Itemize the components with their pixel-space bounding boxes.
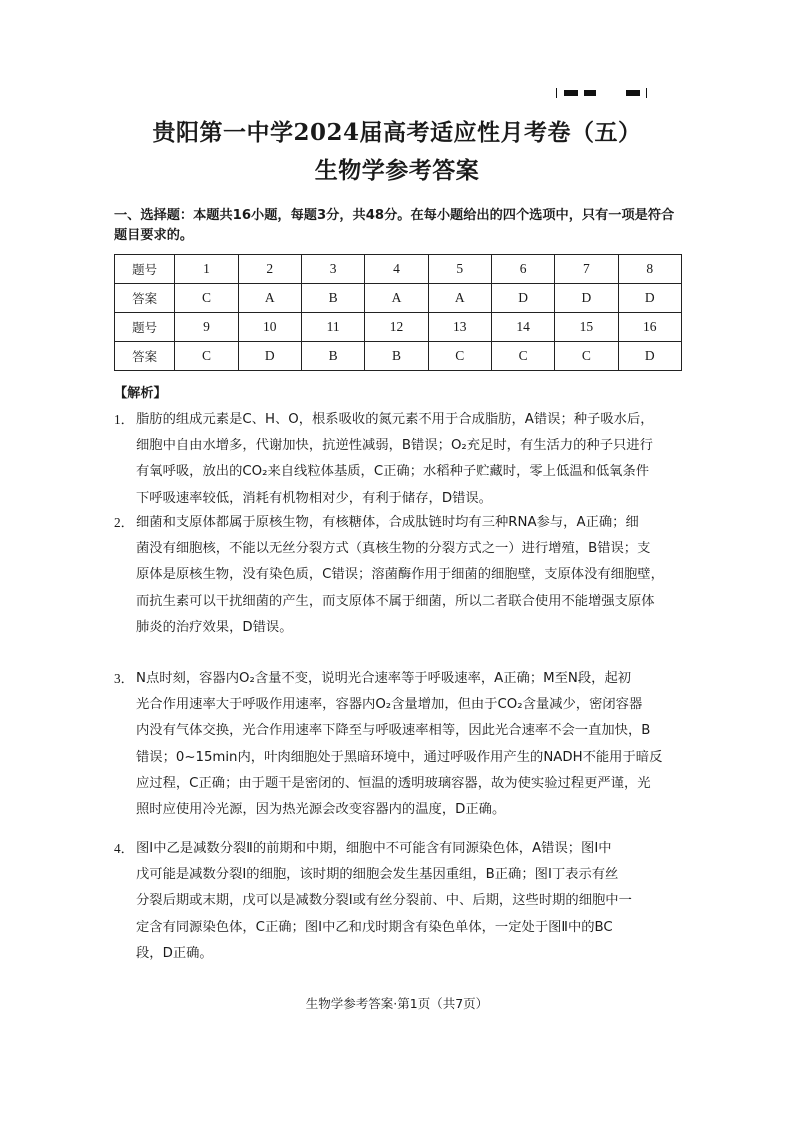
item-text-line: 脂肪的组成元素是C、H、O，根系吸收的氮元素不用于合成脂肪，A错误；种子吸水后，	[136, 412, 654, 427]
answer-table	[114, 254, 682, 371]
item-text-line: 定含有同源染色体，C正确；图Ⅰ中乙和戊时期含有染色单体，一定处于图Ⅱ中的BC	[136, 919, 613, 935]
table-cell: A	[428, 284, 491, 313]
row-header-cell: 答案	[115, 284, 175, 313]
table-cell: 15	[555, 313, 618, 342]
answer-title: 生物学参考答案	[314, 157, 480, 184]
section-heading: 一、选择题：本题共16小题，每题3分，共48分。在每小题给出的四个选项中，只有一项是符合题目要求的。	[114, 208, 675, 243]
table-cell: D	[491, 284, 554, 313]
item-number: 1．	[114, 412, 134, 427]
table-cell: B	[301, 284, 364, 313]
table-cell: 8	[618, 255, 681, 284]
item-number: 3．	[114, 671, 134, 686]
table-cell: 9	[175, 313, 238, 342]
table-cell: 3	[301, 255, 364, 284]
analysis-label: 【解析】	[114, 386, 167, 401]
table-cell: A	[238, 284, 301, 313]
table-cell: A	[365, 284, 428, 313]
item-text-line: 下呼吸速率较低，消耗有机物相对少，有利于储存，D错误。	[136, 490, 492, 506]
table-cell: D	[618, 342, 681, 371]
page-footer: 生物学参考答案·第1页（共7页）	[305, 996, 489, 1011]
analysis-item	[114, 510, 686, 641]
table-row	[115, 255, 682, 284]
item-text-line: 应过程，C正确；由于题干是密闭的、恒温的透明玻璃容器，故为使实验过程更严谨，光	[136, 775, 651, 791]
table-cell: 14	[491, 313, 554, 342]
item-text-line: N点时刻，容器内O₂含量不变，说明光合速率等于呼吸速率，A正确；M至N段，起初	[136, 671, 632, 686]
item-text-line: 细菌和支原体都属于原核生物，有核糖体，合成肽链时均有三种RNA参与，A正确；细	[136, 515, 639, 530]
analysis-item	[114, 836, 686, 967]
table-cell: 10	[238, 313, 301, 342]
item-number: 2．	[114, 515, 134, 530]
table-cell: C	[555, 342, 618, 371]
table-cell: C	[175, 284, 238, 313]
table-cell: B	[301, 342, 364, 371]
item-text-line: 内没有气体交换，光合作用速率下降至与呼吸速率相等，因此光合速率不会一直加快，B	[136, 723, 651, 739]
row-header-cell: 答案	[115, 342, 175, 371]
table-cell: 2	[238, 255, 301, 284]
table-cell: C	[428, 342, 491, 371]
item-number: 4．	[114, 841, 134, 856]
table-cell: B	[365, 342, 428, 371]
table-cell: D	[555, 284, 618, 313]
table-cell: 16	[618, 313, 681, 342]
table-cell: C	[491, 342, 554, 371]
item-text-line: 照时应使用冷光源，因为热光源会改变容器内的温度，D正确。	[136, 802, 506, 818]
table-cell: C	[175, 342, 238, 371]
item-text-line: 戊可能是减数分裂Ⅰ的细胞，该时期的细胞会发生基因重组，B正确；图Ⅰ丁表示有丝	[136, 867, 619, 883]
item-text-line: 图Ⅰ中乙是减数分裂Ⅱ的前期和中期，细胞中不可能含有同源染色体，A错误；图Ⅰ中	[136, 841, 612, 856]
table-cell: 5	[428, 255, 491, 284]
item-text-line: 菌没有细胞核，不能以无丝分裂方式（真核生物的分裂方式之一）进行增殖，B错误；支	[136, 541, 651, 557]
table-cell: 6	[491, 255, 554, 284]
row-header-cell: 题号	[115, 313, 175, 342]
analysis-item	[114, 407, 686, 512]
table-row	[115, 284, 682, 313]
item-text-line: 细胞中自由水增多，代谢加快，抗逆性减弱，B错误；O₂充足时，有生活力的种子只进行	[136, 438, 653, 454]
item-text-line: 段，D正确。	[136, 945, 213, 961]
item-text-line: 光合作用速率大于呼吸作用速率，容器内O₂含量增加，但由于CO₂含量减少，密闭容器	[136, 697, 643, 713]
table-cell: 13	[428, 313, 491, 342]
exam-title: 贵阳第一中学2024届高考适应性月考卷（五）	[152, 119, 642, 146]
item-text-line: 而抗生素可以干扰细菌的产生，而支原体不属于细菌，所以二者联合使用不能增强支原体	[136, 593, 655, 609]
table-cell: 11	[301, 313, 364, 342]
table-cell: 12	[365, 313, 428, 342]
item-text-line: 原体是原核生物，没有染色质，C错误；溶菌酶作用于细菌的细胞壁，支原体没有细胞壁，	[136, 567, 664, 583]
table-cell: D	[238, 342, 301, 371]
table-cell: 1	[175, 255, 238, 284]
item-text-line: 错误；0~15min内，叶肉细胞处于黑暗环境中，通过呼吸作用产生的NADH不能用于暗反	[136, 749, 663, 765]
table-row	[115, 342, 682, 371]
item-text-line: 有氧呼吸，放出的CO₂来自线粒体基质，C正确；水稻种子贮藏时，零上低温和低氧条件	[136, 464, 650, 480]
table-row	[115, 313, 682, 342]
table-cell: 4	[365, 255, 428, 284]
row-header-cell: 题号	[115, 255, 175, 284]
analysis-item	[114, 666, 686, 823]
item-text-line: 肺炎的治疗效果，D错误。	[136, 619, 293, 635]
item-text-line: 分裂后期或末期，戊可以是减数分裂Ⅰ或有丝分裂前、中、后期，这些时期的细胞中一	[136, 893, 632, 909]
table-cell: D	[618, 284, 681, 313]
table-cell: 7	[555, 255, 618, 284]
